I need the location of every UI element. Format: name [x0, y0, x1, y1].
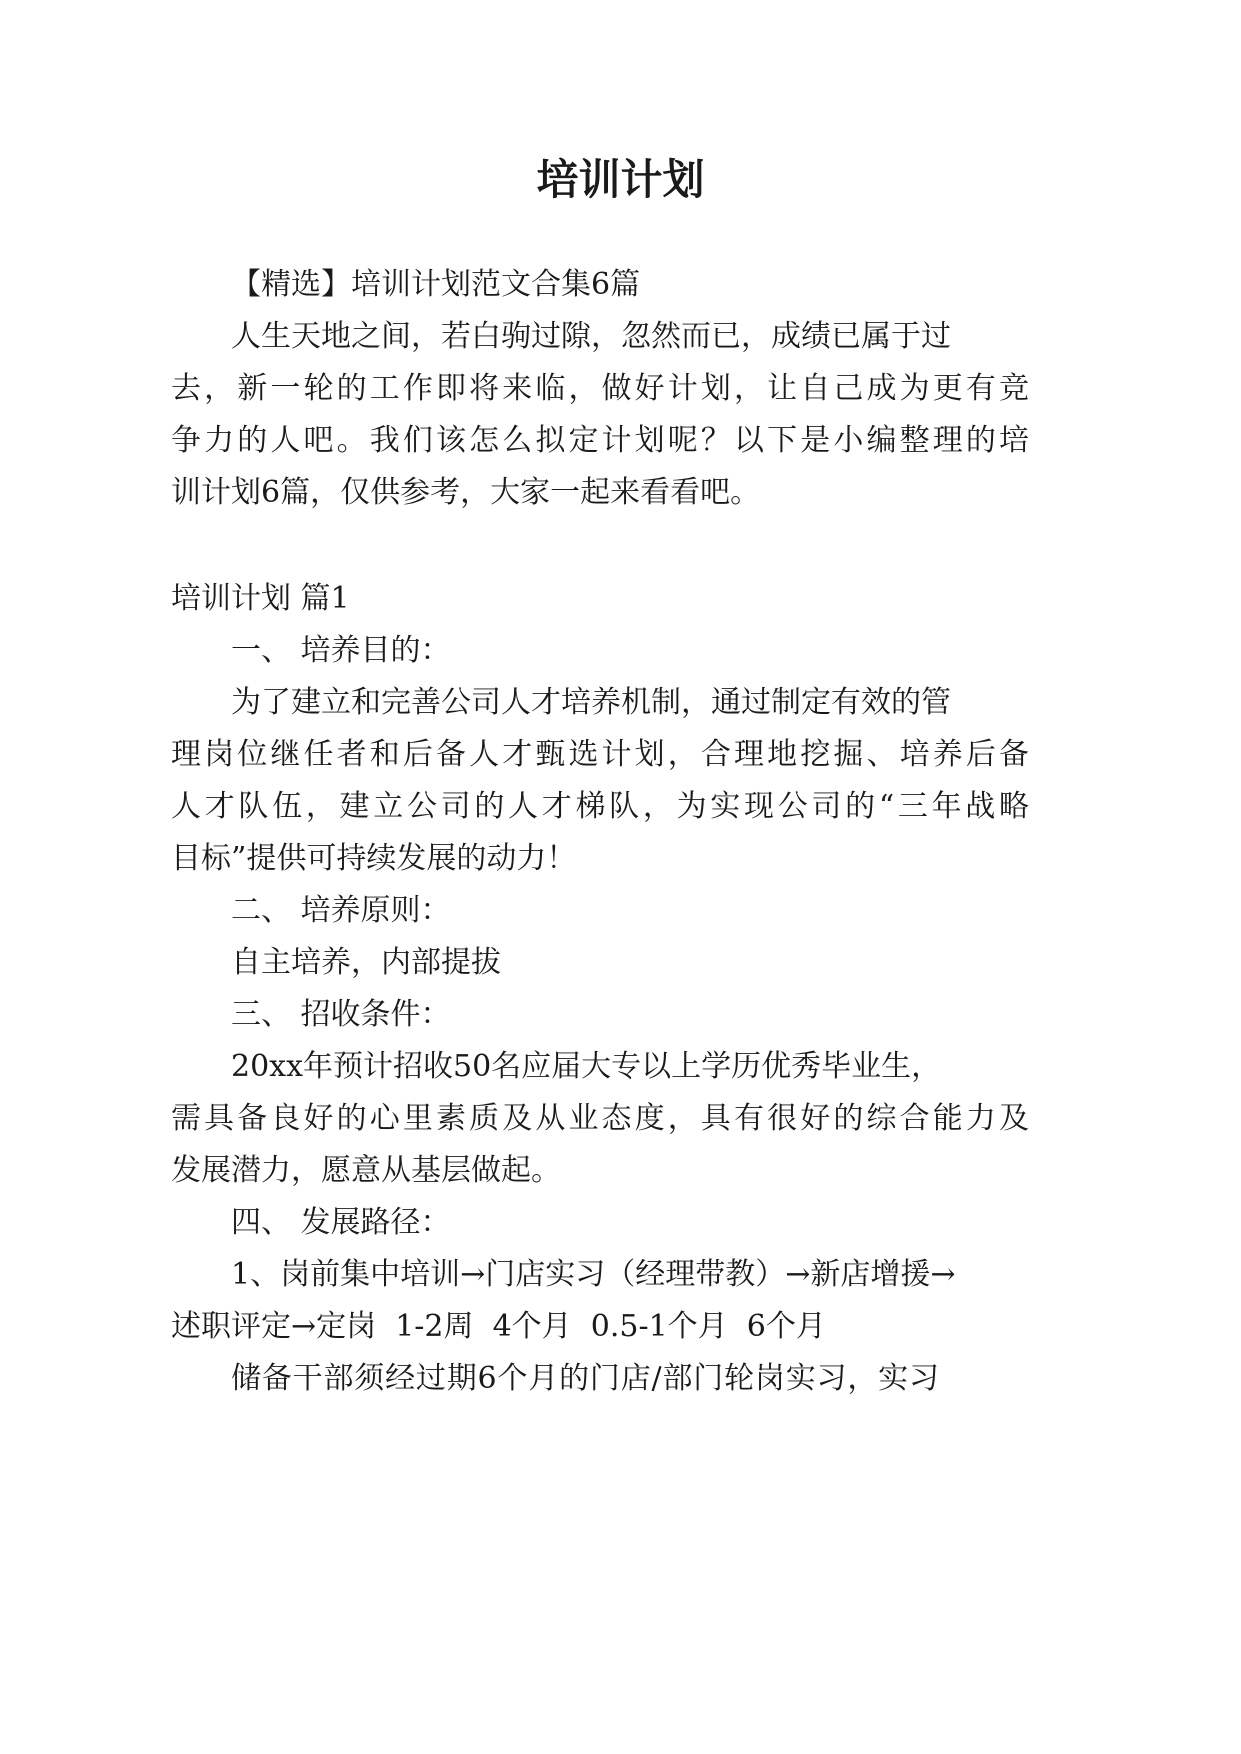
- conditions-line-3: 发展潜力，愿意从基层做起。: [171, 1153, 561, 1188]
- item-heading-principle: 二、 培养原则：: [231, 893, 451, 928]
- intro-line-1: 人生天地之间，若白驹过隙，忽然而已，成绩已属于过: [231, 319, 951, 354]
- purpose-line-1: 为了建立和完善公司人才培养机制，通过制定有效的管: [231, 685, 951, 720]
- intro-heading: 【精选】培训计划范文合集6篇: [231, 267, 641, 302]
- item-heading-purpose: 一、 培养目的：: [231, 633, 451, 668]
- path-line-1: 1、岗前集中培训→门店实习（经理带教）→新店增援→: [231, 1257, 956, 1292]
- document-title: 培训计划: [536, 155, 705, 204]
- item-heading-path: 四、 发展路径：: [231, 1205, 451, 1240]
- purpose-line-4: 目标”提供可持续发展的动力！: [171, 841, 577, 876]
- purpose-line-2: 理岗位继任者和后备人才甄选计划，合理地挖掘、培养后备: [171, 737, 1029, 772]
- path-line-3: 储备干部须经过期6个月的门店/部门轮岗实习，实习: [231, 1361, 939, 1396]
- intro-line-2: 去，新一轮的工作即将来临，做好计划，让自己成为更有竞: [171, 371, 1029, 406]
- conditions-line-2: 需具备良好的心里素质及从业态度，具有很好的综合能力及: [171, 1101, 1029, 1136]
- conditions-line-1: 20xx年预计招收50名应届大专以上学历优秀毕业生，: [231, 1049, 942, 1084]
- intro-line-4: 训计划6篇，仅供参考，大家一起来看看吧。: [171, 475, 761, 510]
- item-heading-conditions: 三、 招收条件：: [231, 997, 451, 1032]
- principle-text: 自主培养，内部提拔: [231, 945, 501, 980]
- path-line-2: 述职评定→定岗 1-2周 4个月 0.5-1个月 6个月: [171, 1309, 826, 1344]
- section-heading: 培训计划 篇1: [171, 581, 350, 616]
- purpose-line-3: 人才队伍，建立公司的人才梯队，为实现公司的“三年战略: [171, 789, 1029, 824]
- intro-line-3: 争力的人吧。我们该怎么拟定计划呢？以下是小编整理的培: [171, 423, 1029, 458]
